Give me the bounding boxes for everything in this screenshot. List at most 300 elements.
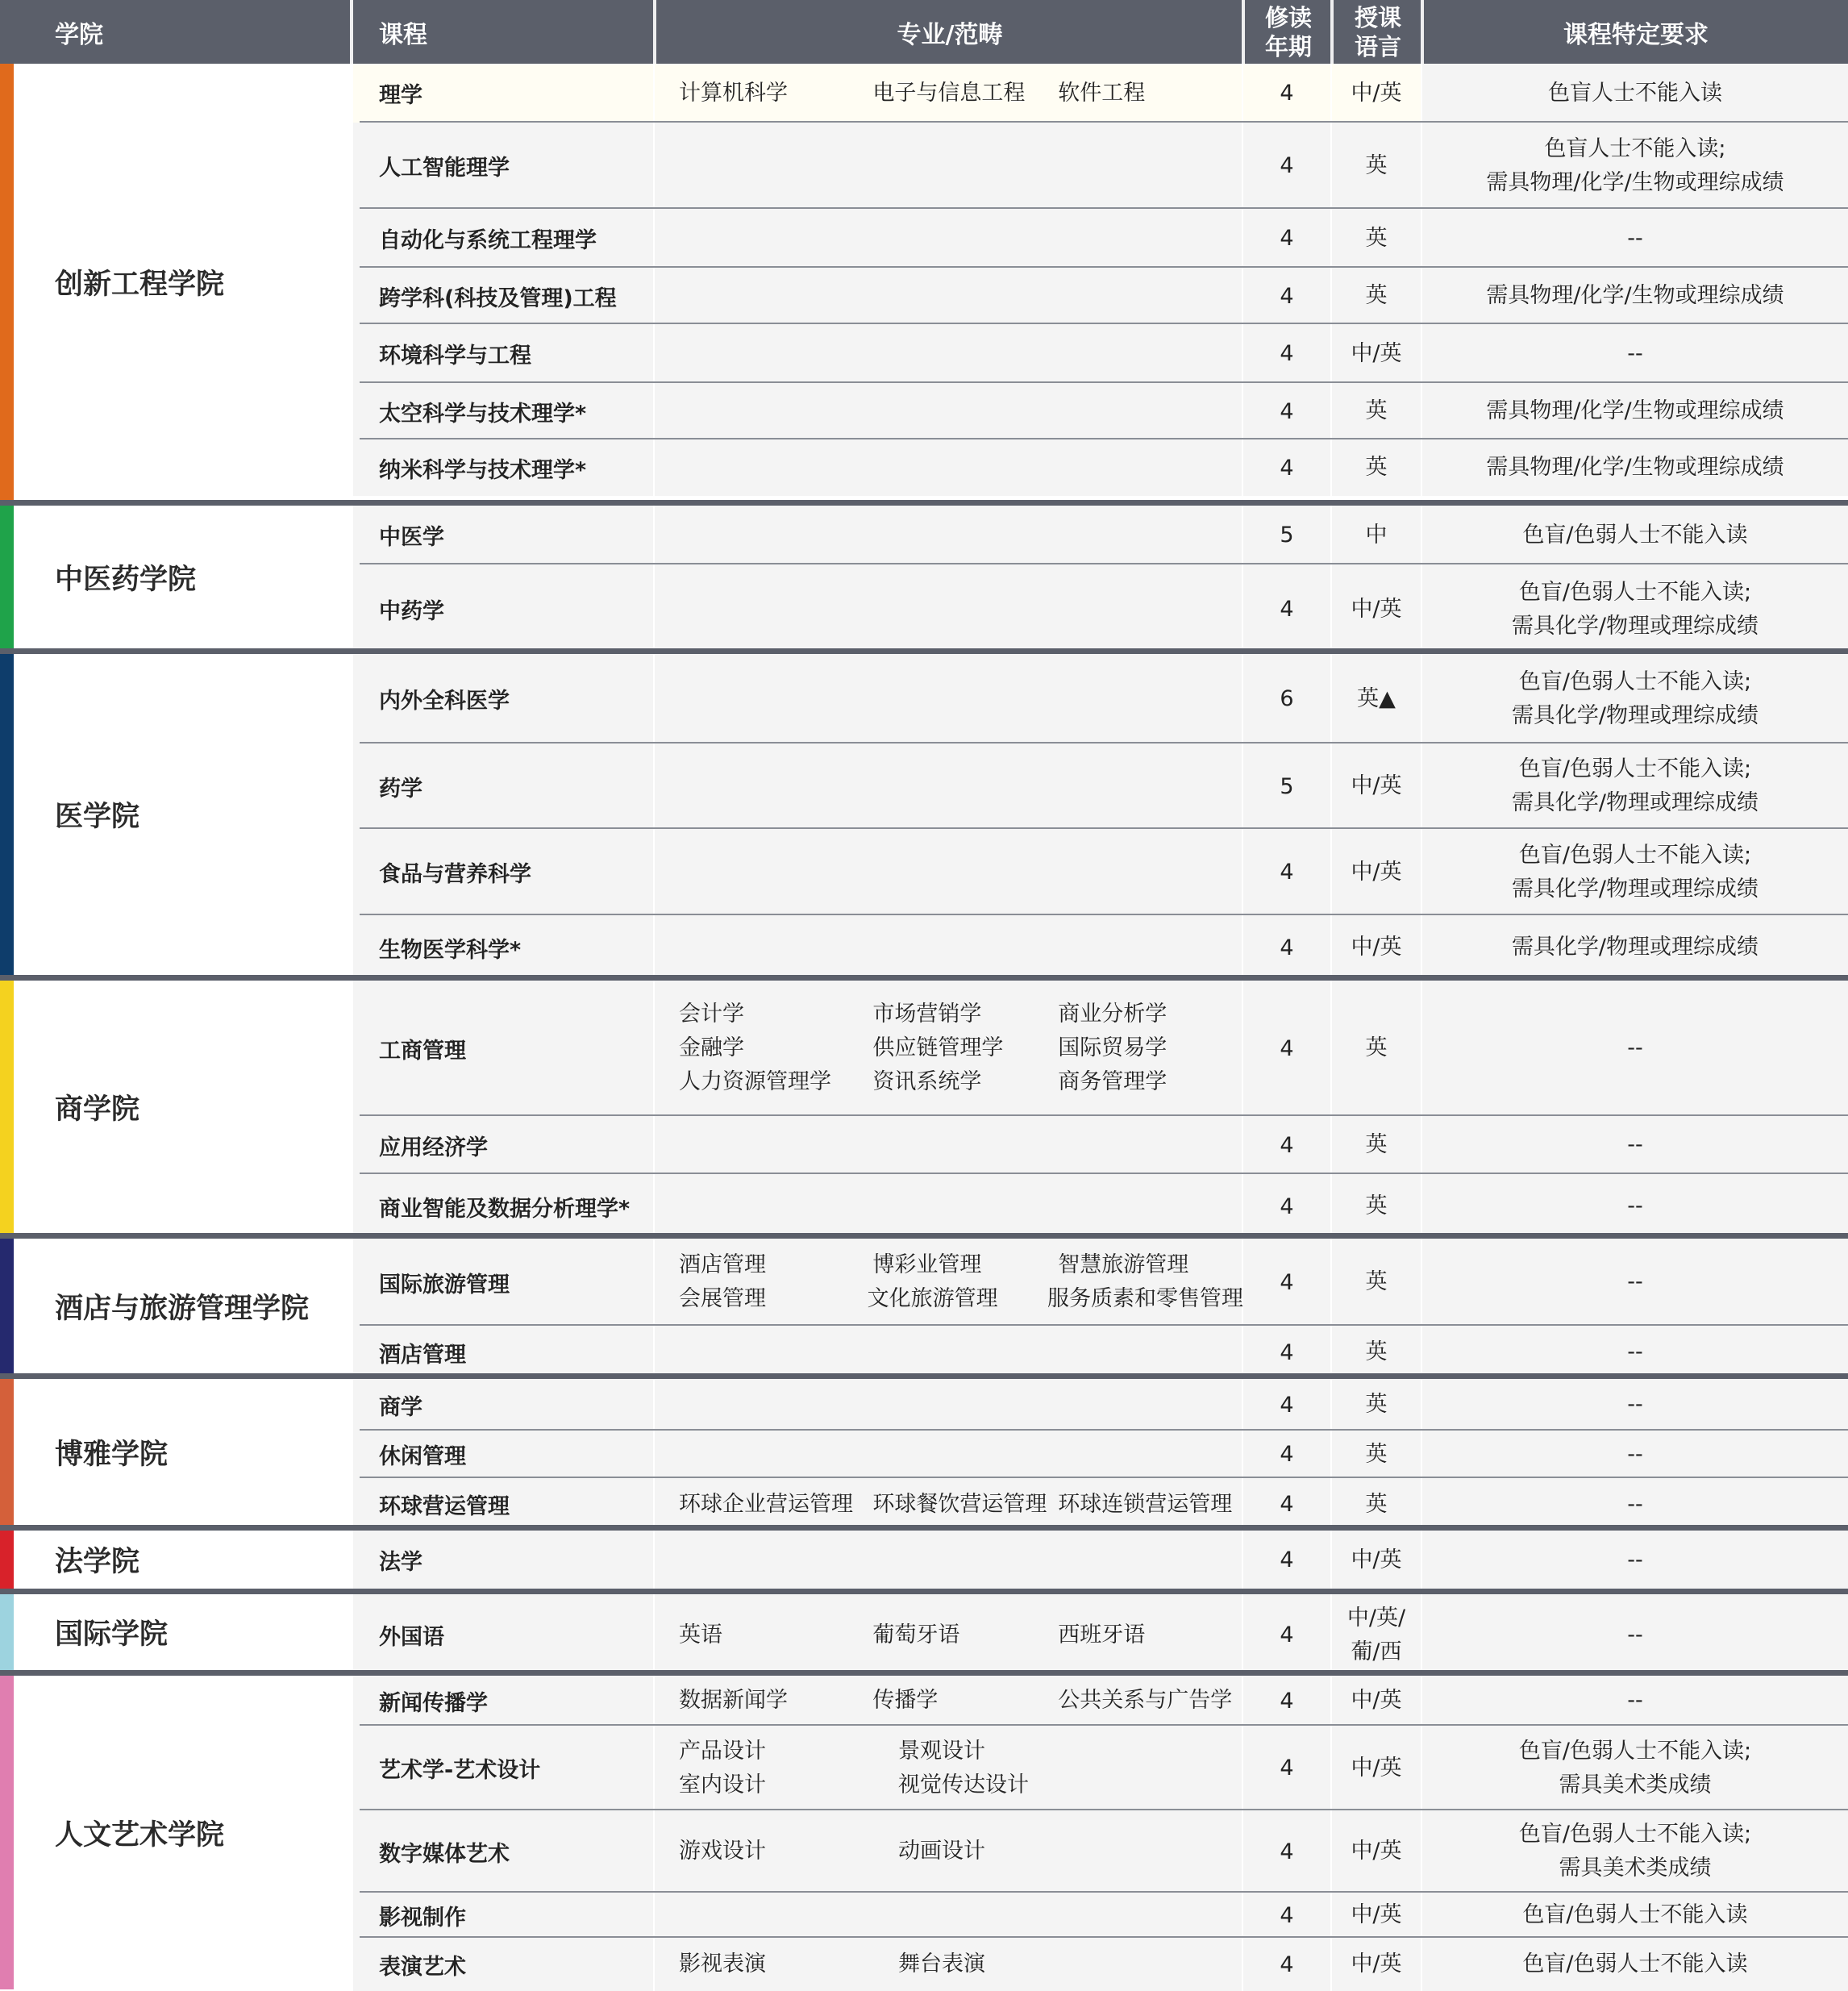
header-lang-line1: 授课 — [1354, 3, 1401, 31]
major-item: 环球连锁营运管理 — [1058, 1491, 1233, 1517]
requirement-line: -- — [1627, 1547, 1643, 1572]
teaching-language — [1332, 1531, 1421, 1589]
study-years: 4 — [1243, 1431, 1330, 1478]
teaching-language — [1332, 981, 1421, 1116]
language-lines — [1351, 1543, 1401, 1577]
majors-cell — [655, 1531, 1242, 1589]
majors-list — [679, 744, 1243, 829]
school-color-bar — [0, 981, 14, 1233]
requirement-line: 色盲人士不能入读 — [1548, 80, 1722, 106]
course-name: 食品与营养科学 — [353, 829, 653, 915]
table-row — [353, 1810, 1848, 1893]
language-line: 英 — [1365, 1193, 1388, 1218]
requirement-line: 需具物理/化学/生物或理综成绩 — [1486, 169, 1784, 195]
major-item: 人力资源管理学 — [679, 1069, 831, 1094]
majors-cell — [655, 1478, 1242, 1531]
study-years: 4 — [1243, 1726, 1330, 1810]
majors-line — [679, 77, 1243, 110]
major-item: 电子与信息工程 — [872, 80, 1026, 106]
language-lines — [1351, 1947, 1401, 1981]
course-requirement — [1422, 1431, 1848, 1478]
majors-line — [679, 1947, 1243, 1981]
school-color-bar — [0, 1239, 14, 1373]
teaching-language — [1332, 1676, 1421, 1726]
requirement-line: -- — [1627, 1035, 1643, 1060]
majors-list — [679, 1594, 1243, 1676]
course-requirement — [1422, 506, 1848, 564]
study-years: 4 — [1243, 915, 1330, 980]
teaching-language — [1332, 1594, 1421, 1676]
study-years: 4 — [1243, 981, 1330, 1116]
table-row — [353, 654, 1848, 744]
school-block — [0, 506, 1848, 648]
requirement-line: 色盲/色弱人士不能入读; — [1518, 579, 1752, 605]
language-line: 中/英 — [1351, 1755, 1402, 1781]
course-name: 生物医学科学* — [353, 915, 653, 980]
course-requirement — [1422, 268, 1848, 324]
majors-cell — [655, 123, 1242, 209]
majors-cell — [655, 915, 1242, 980]
table-row — [353, 1938, 1848, 1991]
teaching-language — [1332, 1431, 1421, 1478]
majors-cell — [655, 1893, 1242, 1938]
majors-list — [679, 268, 1243, 324]
teaching-language — [1332, 1726, 1421, 1810]
requirement-lines — [1522, 1898, 1747, 1932]
language-lines — [1351, 1898, 1401, 1932]
course-requirement — [1422, 209, 1848, 268]
study-years: 4 — [1243, 1676, 1330, 1726]
teaching-language — [1332, 1938, 1421, 1991]
table-row — [353, 1478, 1848, 1531]
majors-list — [679, 1326, 1243, 1379]
language-lines — [1366, 1388, 1388, 1422]
language-line: 英 — [1365, 152, 1388, 178]
school-color-bar — [0, 1531, 14, 1589]
majors-cell — [655, 439, 1242, 496]
requirement-lines — [1627, 1189, 1643, 1223]
table-row — [353, 324, 1848, 383]
requirement-line: 色盲/色弱人士不能入读; — [1518, 669, 1752, 694]
course-name: 新闻传播学 — [353, 1676, 653, 1726]
requirement-line: -- — [1627, 225, 1643, 251]
study-years: 4 — [1243, 268, 1330, 324]
requirement-lines — [1627, 1488, 1643, 1522]
school-divider — [0, 1670, 1848, 1676]
language-lines — [1351, 1751, 1401, 1785]
majors-line — [679, 1735, 1243, 1768]
study-years: 4 — [1243, 1938, 1330, 1991]
course-requirement — [1422, 1676, 1848, 1726]
requirement-line: 色盲/色弱人士不能入读 — [1522, 522, 1748, 548]
teaching-language — [1332, 829, 1421, 915]
table-row — [353, 1594, 1848, 1676]
majors-line — [679, 1248, 1243, 1282]
major-item: 国际贸易学 — [1058, 1035, 1167, 1060]
major-item: 会计学 — [679, 1002, 744, 1027]
course-name: 中医学 — [353, 506, 653, 564]
majors-cell — [655, 1174, 1242, 1239]
header-divider — [350, 0, 353, 64]
table-row — [353, 1116, 1848, 1174]
table-row — [353, 123, 1848, 209]
majors-cell — [655, 324, 1242, 383]
study-years: 4 — [1243, 1326, 1330, 1379]
language-line: 中/英 — [1351, 773, 1402, 798]
requirement-line: -- — [1627, 1339, 1643, 1364]
table-row — [353, 1676, 1848, 1726]
table-row — [353, 1531, 1848, 1589]
requirement-lines — [1627, 1265, 1643, 1299]
course-name: 表演艺术 — [353, 1938, 653, 1991]
study-years: 4 — [1243, 64, 1330, 123]
major-item: 环球餐饮营运管理 — [872, 1491, 1047, 1517]
header-years-line1: 修读 — [1264, 3, 1312, 31]
language-lines — [1366, 149, 1388, 183]
study-years: 4 — [1243, 209, 1330, 268]
major-item: 视觉传达设计 — [898, 1772, 1029, 1797]
majors-line — [679, 1618, 1243, 1652]
teaching-language — [1332, 439, 1421, 496]
language-line: 英 — [1365, 1339, 1388, 1364]
requirement-line: 需具物理/化学/生物或理综成绩 — [1486, 398, 1784, 423]
majors-cell — [655, 1239, 1242, 1326]
majors-list — [679, 1676, 1243, 1726]
requirement-line: 色盲/色弱人士不能入读; — [1518, 1822, 1752, 1847]
study-years: 4 — [1243, 1594, 1330, 1676]
course-name: 自动化与系统工程理学 — [353, 209, 653, 268]
majors-cell — [655, 209, 1242, 268]
school-divider — [0, 500, 1848, 506]
course-name: 内外全科医学 — [353, 654, 653, 744]
teaching-language — [1332, 64, 1421, 123]
language-line: 中/英/ — [1346, 1605, 1406, 1631]
table-row — [353, 506, 1848, 564]
requirement-lines — [1512, 752, 1759, 820]
teaching-language — [1332, 1810, 1421, 1893]
table-row — [353, 564, 1848, 654]
major-item: 会展管理 — [679, 1286, 766, 1311]
major-item: 资讯系统学 — [872, 1069, 982, 1094]
study-years: 4 — [1243, 1531, 1330, 1589]
table-row — [353, 1326, 1848, 1379]
major-item: 酒店管理 — [679, 1252, 766, 1277]
majors-list — [679, 383, 1243, 439]
school-block — [0, 1676, 1848, 1989]
school-divider — [0, 1525, 1848, 1531]
course-requirement — [1422, 324, 1848, 383]
language-line: 英 — [1365, 1269, 1388, 1294]
language-lines — [1347, 1602, 1405, 1669]
majors-list — [679, 1431, 1243, 1478]
school-divider — [0, 1589, 1848, 1594]
teaching-language — [1332, 1893, 1421, 1938]
course-name: 数字媒体艺术 — [353, 1810, 653, 1893]
majors-cell — [655, 1116, 1242, 1174]
requirement-line: 色盲/色弱人士不能入读; — [1518, 842, 1752, 868]
school-color-bar — [0, 506, 14, 648]
majors-cell — [655, 1726, 1242, 1810]
study-years: 6 — [1243, 654, 1330, 744]
majors-list — [679, 324, 1243, 383]
course-requirement — [1422, 915, 1848, 980]
language-lines — [1366, 451, 1388, 485]
teaching-language — [1332, 324, 1421, 383]
majors-cell — [655, 1810, 1242, 1893]
requirement-line: -- — [1627, 1688, 1643, 1713]
language-lines — [1351, 1835, 1401, 1868]
requirement-line: 需具物理/化学/生物或理综成绩 — [1486, 455, 1784, 480]
requirement-lines — [1512, 576, 1759, 644]
teaching-language — [1332, 1239, 1421, 1326]
course-name: 休闲管理 — [353, 1431, 653, 1478]
teaching-language — [1332, 654, 1421, 744]
majors-line — [679, 1065, 1243, 1099]
requirement-lines — [1627, 1438, 1643, 1472]
table-row — [353, 915, 1848, 980]
school-color-bar — [0, 1676, 14, 1989]
majors-list — [679, 1893, 1243, 1938]
table-row — [353, 1174, 1848, 1239]
school-color-bar — [0, 654, 14, 975]
major-item: 动画设计 — [898, 1839, 985, 1864]
language-line: 中/英 — [1351, 596, 1402, 622]
major-item: 计算机科学 — [679, 80, 788, 106]
majors-line — [679, 1031, 1243, 1065]
school-name: 商学院 — [55, 1093, 140, 1126]
language-line: 中/英 — [1351, 1902, 1402, 1927]
requirement-lines — [1519, 1818, 1751, 1885]
teaching-language — [1332, 915, 1421, 980]
header-years-line2: 年期 — [1264, 32, 1312, 60]
majors-list — [679, 1116, 1243, 1174]
language-line: 英 — [1365, 1392, 1388, 1417]
majors-cell — [655, 981, 1242, 1116]
header-school: 学院 — [55, 20, 103, 49]
major-item: 景观设计 — [898, 1738, 985, 1764]
language-lines — [1366, 1488, 1388, 1522]
requirement-lines — [1627, 1335, 1643, 1369]
majors-list — [679, 981, 1243, 1116]
table-row — [353, 981, 1848, 1116]
header-lang-line2: 语言 — [1354, 32, 1401, 60]
majors-cell — [655, 1676, 1242, 1726]
majors-cell — [655, 744, 1242, 829]
course-requirement — [1422, 1726, 1848, 1810]
majors-list — [679, 1239, 1243, 1326]
language-line: 英 — [1365, 1132, 1388, 1157]
requirement-lines — [1627, 1031, 1643, 1065]
language-line: 中/英 — [1351, 1688, 1402, 1713]
language-line: 英 — [1365, 225, 1388, 251]
course-requirement — [1422, 1326, 1848, 1379]
requirement-line: -- — [1627, 1622, 1643, 1647]
major-item: 服务质素和零售管理 — [1047, 1286, 1243, 1311]
requirement-lines — [1627, 1684, 1643, 1718]
majors-list — [679, 1810, 1243, 1893]
language-lines — [1366, 1189, 1388, 1223]
course-requirement — [1422, 1531, 1848, 1589]
requirement-line: 需具化学/物理或理综成绩 — [1511, 790, 1759, 815]
table-row — [353, 744, 1848, 829]
course-name: 艺术学-艺术设计 — [353, 1726, 653, 1810]
language-lines — [1351, 77, 1401, 110]
school-color-bar — [0, 64, 14, 500]
course-requirement — [1422, 1379, 1848, 1431]
majors-cell — [655, 1379, 1242, 1431]
majors-list — [679, 564, 1243, 654]
requirement-line: -- — [1627, 1392, 1643, 1417]
language-lines — [1351, 593, 1401, 627]
course-requirement — [1422, 1594, 1848, 1676]
school-block — [0, 654, 1848, 975]
language-line: 中/英 — [1351, 1839, 1402, 1864]
majors-cell — [655, 1938, 1242, 1991]
majors-list — [679, 915, 1243, 980]
requirement-lines — [1627, 1388, 1643, 1422]
language-lines — [1366, 279, 1388, 313]
language-lines — [1351, 337, 1401, 371]
language-lines — [1351, 931, 1401, 964]
table-header — [0, 0, 1848, 64]
school-name: 酒店与旅游管理学院 — [55, 1292, 310, 1325]
majors-line — [679, 1835, 1243, 1868]
requirement-lines — [1548, 77, 1722, 110]
course-name: 药学 — [353, 744, 653, 829]
course-name: 理学 — [353, 64, 653, 123]
major-item: 舞台表演 — [898, 1951, 985, 1976]
language-line: 英 — [1365, 455, 1388, 480]
majors-line — [679, 1488, 1243, 1522]
language-lines — [1366, 394, 1388, 428]
major-item: 博彩业管理 — [872, 1252, 982, 1277]
requirement-line: 色盲/色弱人士不能入读; — [1518, 756, 1752, 781]
language-line: 英 — [1365, 398, 1388, 423]
majors-line — [679, 1684, 1243, 1718]
language-lines — [1366, 519, 1388, 552]
requirement-lines — [1512, 665, 1759, 733]
language-line: 英 — [1365, 1035, 1388, 1060]
major-item: 葡萄牙语 — [872, 1622, 960, 1647]
teaching-language — [1332, 1326, 1421, 1379]
school-name: 博雅学院 — [55, 1438, 169, 1471]
language-lines — [1366, 1438, 1388, 1472]
majors-line — [679, 1768, 1243, 1802]
majors-cell — [655, 1431, 1242, 1478]
language-line: 中/英 — [1351, 80, 1402, 106]
requirement-line: -- — [1627, 1491, 1643, 1517]
school-color-bar — [0, 1379, 14, 1525]
teaching-language — [1332, 383, 1421, 439]
study-years: 4 — [1243, 1893, 1330, 1938]
language-lines — [1351, 769, 1401, 803]
major-item: 商务管理学 — [1058, 1069, 1167, 1094]
major-item: 游戏设计 — [679, 1839, 766, 1864]
major-item: 室内设计 — [679, 1772, 766, 1797]
requirement-lines — [1486, 132, 1783, 200]
table-row — [353, 1726, 1848, 1810]
study-years: 4 — [1243, 1174, 1330, 1239]
study-years: 4 — [1243, 1478, 1330, 1531]
study-years: 4 — [1243, 1116, 1330, 1174]
language-line: 中/英 — [1351, 935, 1402, 960]
requirement-line: 需具化学/物理或理综成绩 — [1511, 876, 1759, 902]
school-divider — [0, 648, 1848, 654]
majors-list — [679, 1478, 1243, 1531]
teaching-language — [1332, 1379, 1421, 1431]
language-line: 英▲ — [1357, 685, 1396, 711]
major-item: 智慧旅游管理 — [1058, 1252, 1189, 1277]
course-requirement — [1422, 981, 1848, 1116]
course-name: 国际旅游管理 — [353, 1239, 653, 1326]
school-block — [0, 1594, 1848, 1670]
majors-cell — [655, 268, 1242, 324]
course-name: 酒店管理 — [353, 1326, 653, 1379]
major-item: 公共关系与广告学 — [1058, 1688, 1233, 1713]
school-color-bar — [0, 1594, 14, 1670]
school-name: 国际学院 — [55, 1618, 169, 1651]
study-years: 5 — [1243, 744, 1330, 829]
requirement-line: -- — [1627, 1132, 1643, 1157]
language-line: 葡/西 — [1351, 1639, 1402, 1664]
requirement-lines — [1627, 337, 1643, 371]
course-name: 环球营运管理 — [353, 1478, 653, 1531]
table-row — [353, 64, 1848, 123]
requirement-line: -- — [1627, 340, 1643, 366]
majors-list — [679, 439, 1243, 496]
school-name: 中医药学院 — [55, 563, 197, 596]
teaching-language — [1332, 564, 1421, 654]
language-line: 英 — [1365, 283, 1388, 308]
course-requirement — [1422, 1893, 1848, 1938]
course-name: 人工智能理学 — [353, 123, 653, 209]
language-lines — [1366, 1128, 1388, 1162]
header-requirements: 课程特定要求 — [1563, 20, 1709, 49]
majors-cell — [655, 64, 1242, 123]
majors-cell — [655, 654, 1242, 744]
requirement-lines — [1519, 1735, 1751, 1802]
requirement-lines — [1522, 519, 1747, 552]
school-name: 创新工程学院 — [55, 268, 225, 301]
major-item: 环球企业营运管理 — [679, 1491, 853, 1517]
requirement-line: -- — [1627, 1441, 1643, 1467]
study-years: 4 — [1243, 123, 1330, 209]
majors-list — [679, 1531, 1243, 1589]
table-row — [353, 439, 1848, 496]
teaching-language — [1332, 1116, 1421, 1174]
language-lines — [1351, 856, 1401, 889]
school-block — [0, 1239, 1848, 1373]
requirement-line: -- — [1627, 1193, 1643, 1218]
study-years: 4 — [1243, 439, 1330, 496]
course-name: 商学 — [353, 1379, 653, 1431]
school-block — [0, 1379, 1848, 1525]
study-years: 4 — [1243, 383, 1330, 439]
course-name: 商业智能及数据分析理学* — [353, 1174, 653, 1239]
course-requirement — [1422, 654, 1848, 744]
requirement-lines — [1486, 451, 1783, 485]
requirement-line: 需具物理/化学/生物或理综成绩 — [1486, 283, 1784, 308]
majors-line — [679, 1282, 1243, 1316]
majors-cell — [655, 1326, 1242, 1379]
teaching-language — [1332, 268, 1421, 324]
majors-cell — [655, 564, 1242, 654]
language-line: 中/英 — [1351, 859, 1402, 885]
course-name: 工商管理 — [353, 981, 653, 1116]
course-requirement — [1422, 829, 1848, 915]
school-block — [0, 1531, 1848, 1589]
majors-list — [679, 829, 1243, 915]
